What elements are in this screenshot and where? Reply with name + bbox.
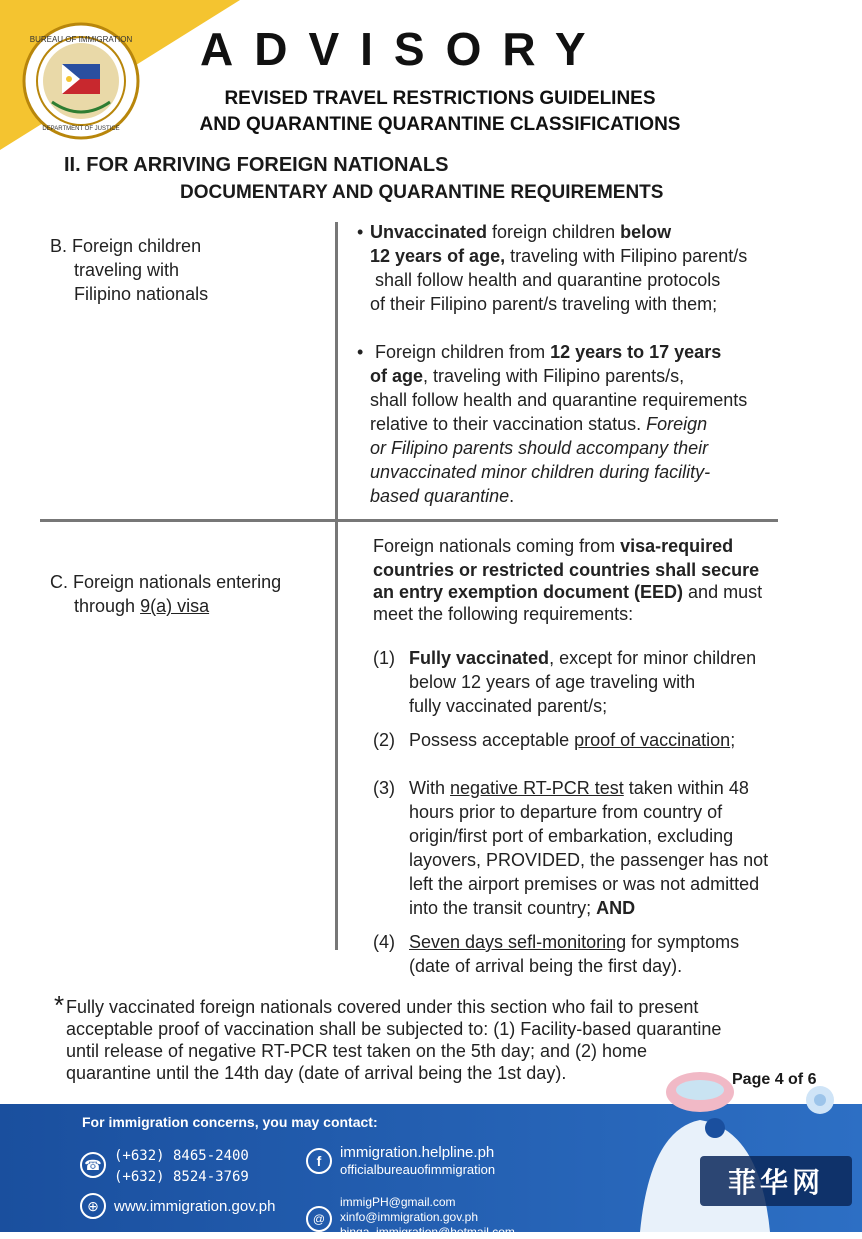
phone-icon: ☎ [80, 1152, 106, 1178]
bullet2-line3: shall follow health and quarantine requirements [370, 390, 748, 410]
email-3[interactable]: binqa_immigration@hotmail.com [340, 1225, 515, 1239]
advisory-title: ADVISORY [200, 23, 607, 75]
subtitle-line-1: REVISED TRAVEL RESTRICTIONS GUIDELINES [224, 88, 656, 109]
svg-text:BUREAU OF IMMIGRATION: BUREAU OF IMMIGRATION [29, 35, 133, 44]
row-b-label-2: traveling with [74, 260, 180, 280]
page-number: Page 4 of 6 [732, 1071, 817, 1088]
row-c-intro-4: meet the following requirements: [373, 604, 634, 624]
row-c-intro-3: an entry exemption document (EED) and must [373, 582, 763, 602]
bullet-dot: • [357, 342, 364, 362]
row-b-label-1: B. Foreign children [50, 236, 202, 256]
website-link[interactable]: www.immigration.gov.ph [114, 1198, 276, 1215]
facebook-icon: f [306, 1148, 332, 1174]
bullet2-line2: of age, traveling with Filipino parents/s, [370, 366, 685, 386]
row-c-intro-2: countries or restricted countries shall secure [373, 560, 760, 580]
bullet2-line4: relative to their vaccination status. Foreign [370, 414, 708, 434]
phone-number-2[interactable]: (+632) 8524-3769 [114, 1169, 249, 1185]
requirement-item-4: (4) Seven days sefl-monitoring for symptoms (date of arrival being the first day). [373, 932, 740, 976]
row-c-label-1: C. Foreign nationals entering [50, 572, 282, 592]
facebook-page-1[interactable]: immigration.helpline.ph [340, 1144, 495, 1161]
email-1[interactable]: immigPH@gmail.com [340, 1195, 456, 1209]
watermark-logo: 菲华网 [700, 1156, 852, 1206]
table-vertical-divider [335, 222, 338, 950]
bullet2-line7: based quarantine. [370, 486, 515, 506]
section-heading: II. FOR ARRIVING FOREIGN NATIONALS [64, 154, 449, 176]
svg-text:DEPARTMENT OF JUSTICE: DEPARTMENT OF JUSTICE [42, 126, 120, 132]
requirement-item-3: (3) With negative RT-PCR test taken within 48 hours prior to departure from country of origin/first port of embarkation, excluding layovers, PROVIDED, the passenger has not left the airport premises or was not admitted into the transit country; AND [373, 778, 769, 918]
facebook-page-2[interactable]: officialbureauofimmigration [340, 1162, 496, 1177]
table-horizontal-divider [40, 519, 778, 522]
bullet-dot: • [357, 222, 364, 242]
bullet2-line5: or Filipino parents should accompany their [370, 438, 709, 458]
requirement-item-2: (2) Possess acceptable proof of vaccination; [373, 730, 736, 750]
bullet2-line1: Foreign children from 12 years to 17 years [375, 342, 722, 362]
bullet1-line1: Unvaccinated foreign children below [370, 222, 672, 242]
row-c-intro-1: Foreign nationals coming from visa-required [373, 536, 734, 556]
email-icon: @ [306, 1206, 332, 1232]
bullet1-line3: shall follow health and quarantine protocols [375, 270, 721, 290]
footnote: Fully vaccinated foreign nationals covered under this section who fail to present acceptable proof of vaccination shall be subjected to: (1) Facility-based quarantine until release of negative RT-PCR test taken on the 5th day; and (2) home quarantine until the 14th day (date of arrival being the 1st day). [66, 997, 722, 1083]
row-c-label-2: through 9(a) visa [74, 596, 210, 616]
footnote-asterisk: * [54, 990, 65, 1020]
bullet2-line6: unvaccinated minor children during facility- [370, 462, 711, 482]
requirement-item-1: (1) Fully vaccinated, except for minor children below 12 years of age traveling with fully vaccinated parent/s; [373, 648, 757, 716]
phone-number-1[interactable]: (+632) 8465-2400 [114, 1148, 249, 1164]
globe-icon: ⊕ [80, 1193, 106, 1219]
section-subheading: DOCUMENTARY AND QUARANTINE REQUIREMENTS [180, 182, 664, 203]
bureau-seal-logo [22, 22, 140, 140]
health-worker-illustration [620, 1060, 860, 1232]
contact-title: For immigration concerns, you may contact: [82, 1114, 378, 1130]
bullet1-line2: 12 years of age, traveling with Filipino parent/s [370, 246, 748, 266]
row-b-label-3: Filipino nationals [74, 284, 209, 304]
subtitle-line-2: AND QUARANTINE QUARANTINE CLASSIFICATIONS [199, 114, 681, 135]
email-2[interactable]: xinfo@immigration.gov.ph [340, 1210, 479, 1224]
bullet1-line4: of their Filipino parent/s traveling with them; [370, 294, 718, 314]
